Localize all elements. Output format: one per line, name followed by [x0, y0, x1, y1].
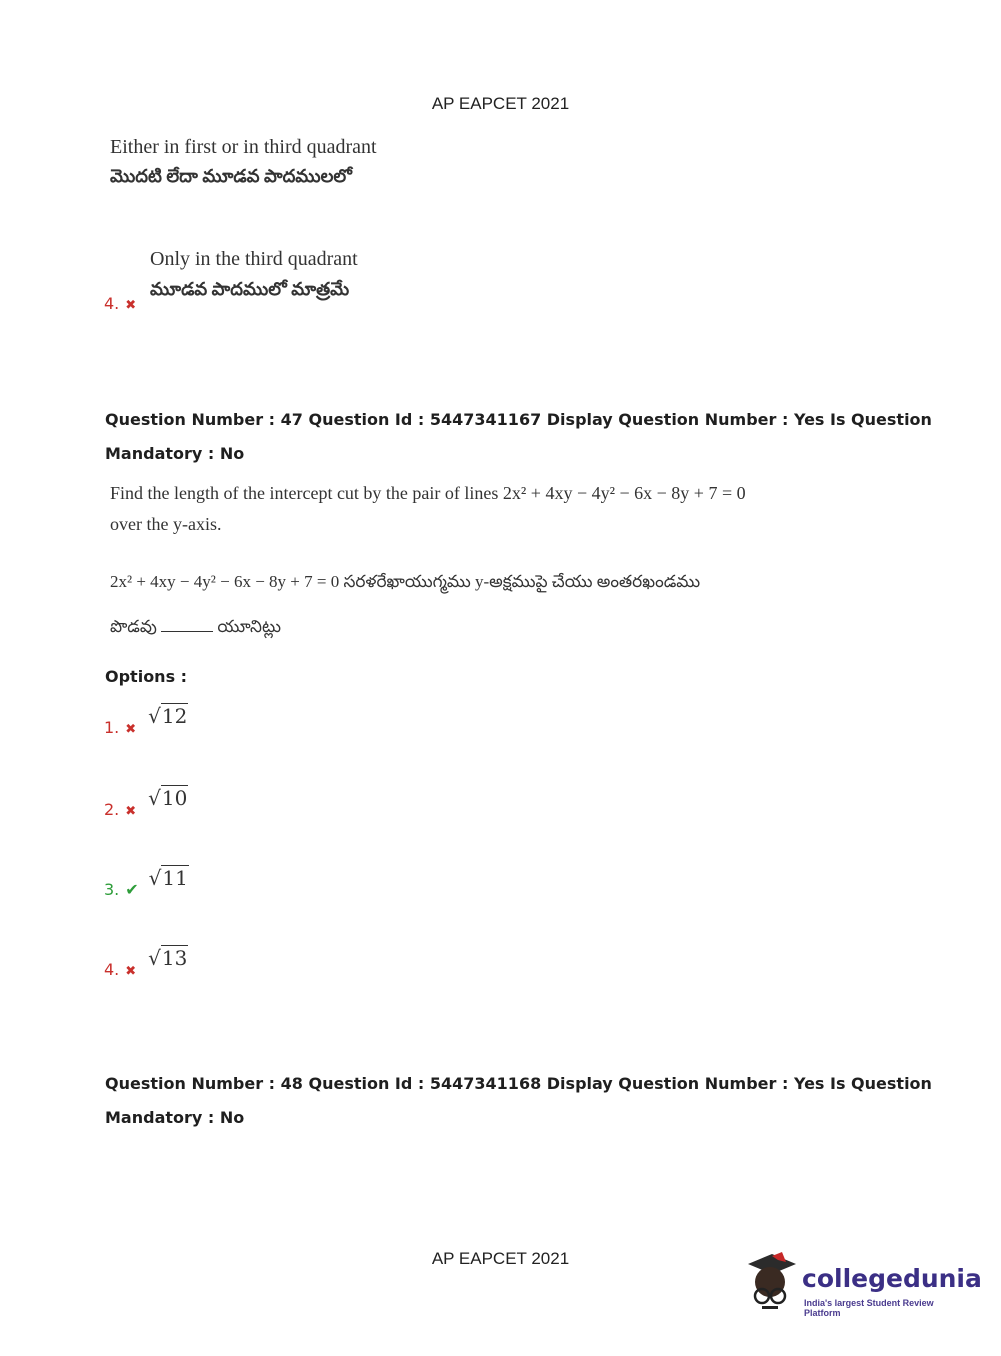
question-48-meta-line2: Mandatory : No: [105, 1108, 245, 1127]
option-2: [104, 786, 188, 819]
collegedunia-logo: [742, 1250, 982, 1320]
page-header-title: AP EAPCET 2021: [431, 94, 570, 113]
prev-option-3-text-en: Either in first or in third quadrant: [110, 136, 377, 158]
option-4: [104, 946, 188, 979]
cross-icon: ✖: [125, 804, 137, 819]
option-4-radicand: 13: [161, 946, 188, 970]
option-2-value: √10: [148, 786, 188, 810]
question-47-meta: [105, 403, 945, 471]
option-4-number: 4.: [104, 960, 120, 979]
option-1-number: 1.: [104, 718, 120, 737]
question-47-text-en-line1: Find the length of the intercept cut by the pair of lines 2x² + 4xy − 4y² − 6x − 8y + 7 = 0: [110, 483, 746, 503]
prev-option-4: [104, 294, 136, 313]
prev-option-4-number: 4.: [104, 294, 120, 313]
logo-name: collegedunia: [802, 1264, 982, 1293]
question-47-text-te-line1: 2x² + 4xy − 4y² − 6x − 8y + 7 = 0 సరళరేఖాయుగ్మము y-అక్షముపై చేయు అంతరఖండము: [110, 572, 701, 591]
answer-blank: [161, 617, 213, 632]
option-3-value: √11: [148, 866, 188, 890]
question-47-text-te-line2-b: యూనిట్లు: [217, 617, 281, 636]
mascot-icon: [742, 1250, 800, 1314]
cross-icon: ✖: [125, 298, 137, 313]
option-1-radicand: 12: [161, 704, 188, 728]
prev-option-3-text-te: మొదటి లేదా మూడవ పాదములలో: [110, 166, 352, 186]
options-label: Options :: [105, 667, 188, 686]
option-1: [104, 704, 188, 737]
cross-icon: ✖: [125, 722, 137, 737]
option-2-number: 2.: [104, 800, 120, 819]
logo-tagline: India's largest Student Review Platform: [804, 1298, 934, 1318]
option-1-value: √12: [148, 704, 188, 728]
prev-option-4-text-en: Only in the third quadrant: [150, 248, 358, 270]
question-47-text-te-line2: [110, 617, 281, 641]
option-3-radicand: 11: [162, 866, 188, 890]
option-3-number: 3.: [104, 880, 120, 899]
question-47-text-te-line2-a: పొడవు: [110, 617, 157, 636]
question-47-text-en-line2: over the y-axis.: [110, 514, 222, 534]
question-48-meta-line1: Question Number : 48 Question Id : 5447341168 Display Question Number : Yes Is Question: [105, 1074, 932, 1093]
check-icon: ✔: [125, 880, 139, 899]
option-3: [104, 866, 189, 899]
page-footer-title: AP EAPCET 2021: [431, 1249, 570, 1268]
prev-option-4-text-te: మూడవ పాదములో మాత్రమే: [150, 279, 350, 299]
option-2-radicand: 10: [161, 786, 188, 810]
question-47-meta-line1: Question Number : 47 Question Id : 5447341167 Display Question Number : Yes Is Question: [105, 410, 932, 429]
question-47-meta-line2: Mandatory : No: [105, 444, 245, 463]
cross-icon: ✖: [125, 964, 137, 979]
option-4-value: √13: [148, 946, 188, 970]
question-48-meta: [105, 1067, 945, 1135]
